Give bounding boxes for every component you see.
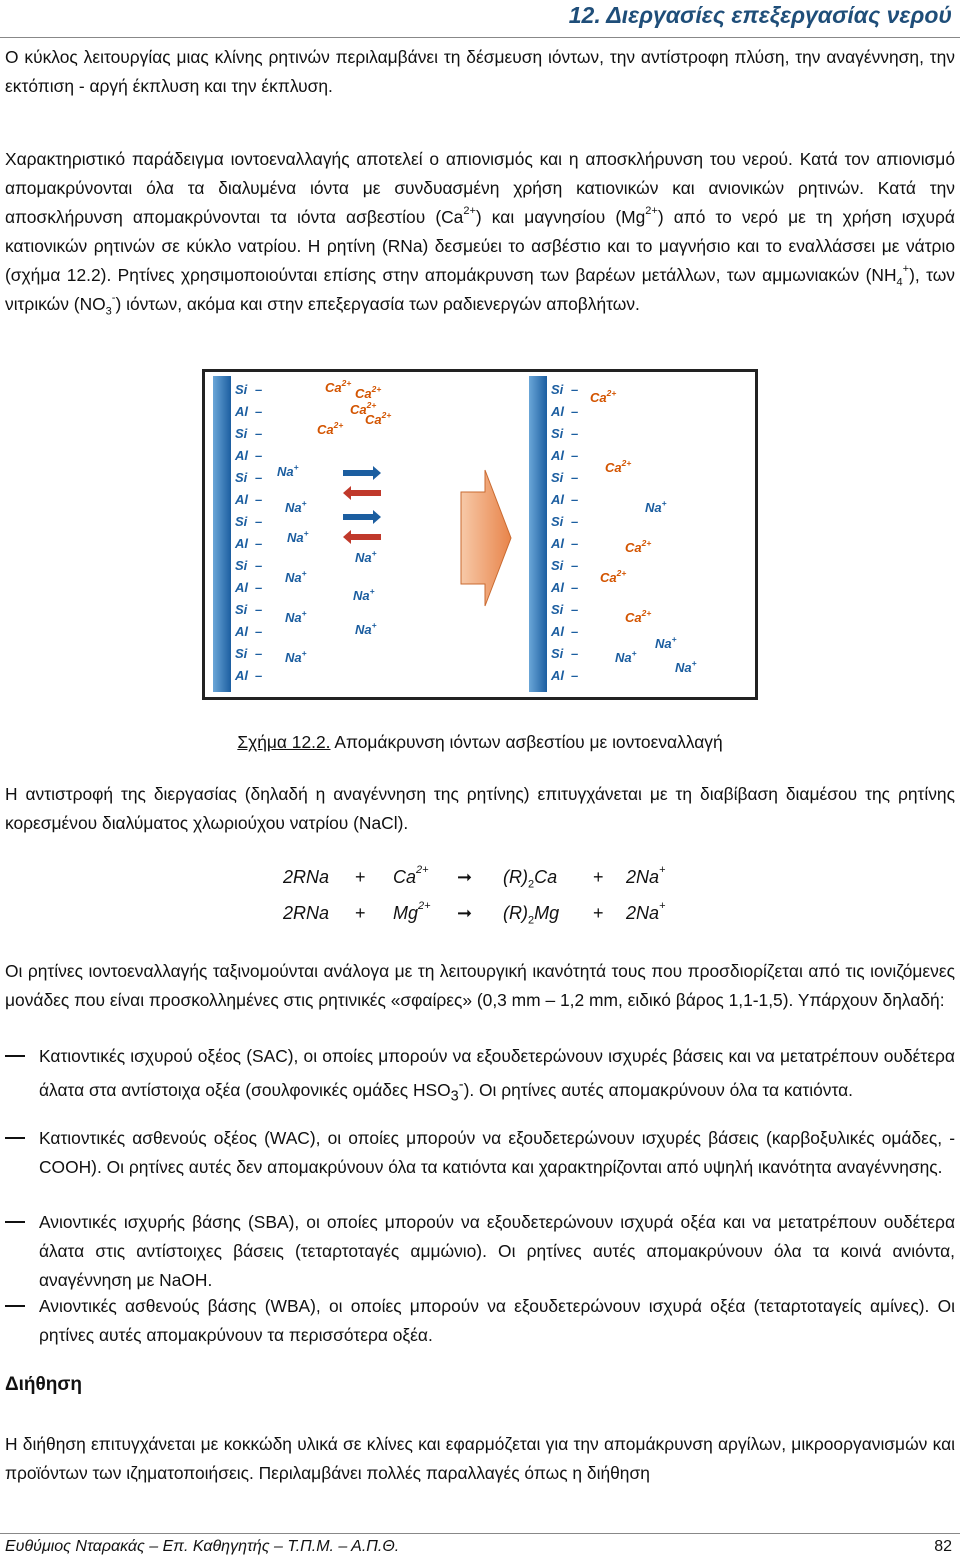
text-segment: ) και μαγνησίου (Mg xyxy=(475,207,646,227)
resin-label: Al xyxy=(551,536,564,551)
bond-dash: – xyxy=(255,470,263,485)
bond-dash: – xyxy=(255,646,263,661)
sodium-ion: Na+ xyxy=(285,648,307,665)
resin-label: Si xyxy=(235,470,248,485)
text-segment: ) από το νερό με τη χρήση ισχυρά κατιονικών ρητινών σε κύκλο νατρίου. Η ρητίνη (RNa) δεσμεύει το ασβέστιο και το μαγνήσιο και το εναλλάσσει με νάτριο (σχήμα 12.2). Ρητίνες χρησιμοποιούνται επίσης στην απομάκρυνση των βαρέων μετάλλων, των αμμωνιακών (NH xyxy=(5,207,955,285)
eq-sodium xyxy=(626,900,666,924)
list-item-text xyxy=(39,1042,955,1111)
exchange-arrows xyxy=(343,466,381,544)
sodium-ion: Na+ xyxy=(353,586,375,603)
bond-dash: – xyxy=(255,624,263,639)
eq-ion-charge: 2+ xyxy=(416,864,429,876)
caption-text: Απομάκρυνση ιόντων ασβεστίου με ιοντοεναλλαγή xyxy=(330,732,723,752)
dash-bullet-icon xyxy=(5,1305,25,1307)
bond-dash: – xyxy=(571,426,579,441)
sodium-ion: Na+ xyxy=(355,548,377,565)
resin-label: Si xyxy=(235,382,248,397)
eq-arrow-icon: ➞ xyxy=(457,903,473,923)
bond-dash: – xyxy=(571,668,579,683)
resin-label: Si xyxy=(551,426,564,441)
calcium-ion: $Ca^{2+}$ xyxy=(625,608,652,625)
eq-ion-symbol: Ca xyxy=(393,867,417,887)
paragraph-regeneration: Η αντιστροφή της διεργασίας (δηλαδή η αναγέννηση της ρητίνης) επιτυγχάνεται με τη διαβίβαση διαμέσου της ρητίνης κορεσμένου διαλύματος χλωριούχου νατρίου (NaCl). xyxy=(5,784,955,833)
resin-label: Al xyxy=(235,448,248,463)
resin-label: Al xyxy=(551,404,564,419)
sodium-ion: Na+ xyxy=(277,462,299,479)
resin-bead-right xyxy=(529,376,547,692)
calcium-ion: $Ca^{2+}$ xyxy=(325,378,352,395)
page-header: 12. Διεργασίες επεξεργασίας νερού xyxy=(568,2,952,28)
subscript: 3 xyxy=(105,305,112,318)
bond-dash: – xyxy=(571,646,579,661)
ion-exchange-figure xyxy=(202,369,758,700)
list-item-text: Ανιοντικές ασθενούς βάσης (WBA), οι οποίες μπορούν να εξουδετερώνουν ισχυρά οξέα (τεταρτοταγείς αμίνες). Οι ρητίνες αυτές απομακρύνουν τα περισσότερα οξέα. xyxy=(39,1296,955,1345)
bond-dash: – xyxy=(571,558,579,573)
resin-label: Si xyxy=(551,646,564,661)
sodium-ion: Na+ xyxy=(285,568,307,585)
sodium-ion: Na+ xyxy=(355,620,377,637)
bond-dash: – xyxy=(255,536,263,551)
resin-label: Si xyxy=(551,602,564,617)
sodium-ion: Na+ xyxy=(615,648,637,665)
calcium-ion: $Ca^{2+}$ xyxy=(355,384,382,401)
superscript: 2+ xyxy=(645,205,658,218)
resin-label: Al xyxy=(551,448,564,463)
list-item xyxy=(5,1124,955,1182)
resin-bead-left xyxy=(213,376,231,692)
paragraph-softening xyxy=(5,145,955,319)
bond-dash: – xyxy=(255,426,263,441)
eq-resin: (R) xyxy=(503,867,528,887)
bond-dash: – xyxy=(255,602,263,617)
eq-ion-symbol: Mg xyxy=(393,903,419,923)
resin-label: Al xyxy=(235,492,248,507)
list-item xyxy=(5,1292,955,1350)
bond-dash: – xyxy=(571,580,579,595)
bond-dash: – xyxy=(255,382,263,397)
calcium-ion: $Ca^{2+}$ xyxy=(317,420,344,437)
sodium-ion: Na+ xyxy=(675,658,697,675)
eq-reactant: 2RNa xyxy=(283,903,330,923)
bond-dash: – xyxy=(255,668,263,683)
header-divider xyxy=(0,37,960,38)
eq-product-ion: Ca xyxy=(534,867,558,887)
dash-bullet-icon xyxy=(5,1221,25,1223)
superscript: - xyxy=(458,1077,464,1093)
eq-plus: + xyxy=(355,903,366,923)
resin-labels-right xyxy=(550,382,578,683)
text-segment: ), των νιτρικών (NO xyxy=(5,265,955,314)
calcium-ion: $Ca^{2+}$ xyxy=(605,458,632,475)
resin-label: Al xyxy=(235,580,248,595)
eq-subscript: 2 xyxy=(528,914,535,927)
calcium-ion: $Ca^{2+}$ xyxy=(590,388,617,405)
list-item-text: Ανιοντικές ισχυρής βάσης (SBA), οι οποίες μπορούν να εξουδετερώνουν ισχυρά οξέα και να μετατρέπουν ουδέτερα άλατα στις αντίστοιχες βάσεις (τεταρτοταγές αμμώνιο). Οι ρητίνες αυτές απομακρύνουν όλα τα κοινά ανιόντα, αναγέννηση με NaOH. xyxy=(39,1212,955,1290)
resin-label: Al xyxy=(551,624,564,639)
sodium-ion: Na+ xyxy=(285,608,307,625)
list-item-text: Κατιοντικές ασθενούς οξέος (WAC), οι οποίες μπορούν να εξουδετερώνουν ισχυρές βάσεις (καρβοξυλικές ομάδες, -COOH). Οι ρητίνες αυτές δεν απομακρύνουν όλα τα κατιόντα και χαρακτηρίζονται από υψηλή ικανότητα αναγέννησης. xyxy=(39,1128,955,1177)
sodium-ion: Na+ xyxy=(645,498,667,515)
resin-label: Si xyxy=(551,514,564,529)
resin-label: Al xyxy=(235,404,248,419)
resin-label: Al xyxy=(551,668,564,683)
sodium-ion: Na+ xyxy=(287,528,309,545)
section-title: Διήθηση xyxy=(5,1374,83,1395)
arrow-right-icon xyxy=(343,466,381,480)
arrow-right-icon xyxy=(343,510,381,524)
bond-dash: – xyxy=(255,404,263,419)
process-arrow-icon xyxy=(461,470,511,606)
eq-sodium-charge: + xyxy=(659,864,666,876)
resin-label: Si xyxy=(235,602,248,617)
superscript: - xyxy=(111,292,116,305)
bond-dash: – xyxy=(571,624,579,639)
eq-resin: (R) xyxy=(503,903,528,923)
resin-label: Al xyxy=(235,624,248,639)
list-item xyxy=(5,1042,955,1111)
text-segment: ) ιόντων, ακόμα και στην επεξεργασία των ραδιενεργών αποβλήτων. xyxy=(115,294,640,314)
bond-dash: – xyxy=(571,602,579,617)
sodium-ion: Na+ xyxy=(285,498,307,515)
list-item xyxy=(5,1208,955,1295)
bond-dash: – xyxy=(255,492,263,507)
bond-dash: – xyxy=(571,382,579,397)
calcium-ion: $Ca^{2+}$ xyxy=(625,538,652,555)
eq-ion xyxy=(393,864,429,888)
eq-product xyxy=(503,867,557,891)
calcium-ion: $Ca^{2+}$ xyxy=(600,568,627,585)
superscript: 2+ xyxy=(463,205,476,218)
paragraph-classification: Οι ρητίνες ιοντοεναλλαγής ταξινομούνται ανάλογα με τη λειτουργική ικανότητά τους που προσδιορίζεται από τις ιονιζόμενες μονάδες που είναι προσκολλημένες στις ρητινικές «σφαίρες» (0,3 mm – 1,2 mm, ειδικό βάρος 1,1-1,5). Υπάρχουν δηλαδή: xyxy=(5,961,955,1010)
resin-labels-left xyxy=(234,382,262,683)
text-segment: ). Οι ρητίνες αυτές απομακρύνουν όλα τα κατιόντα. xyxy=(463,1079,853,1100)
resin-label: Si xyxy=(551,470,564,485)
bond-dash: – xyxy=(255,448,263,463)
footer-divider xyxy=(0,1533,960,1534)
dash-bullet-icon xyxy=(5,1137,25,1139)
resin-label: Al xyxy=(551,492,564,507)
resin-label: Si xyxy=(235,426,248,441)
resin-label: Si xyxy=(235,646,248,661)
text-segment: Χαρακτηριστικό παράδειγμα ιοντοεναλλαγής αποτελεί ο απιονισμός και η αποσκλήρυνση του νερού. Κατά τον απιονισμό απομακρύνονται όλα τα διαλυμένα ιόντα με συνδυασμένη χρήση κατιονικών και ανιονικών ρητινών. Κατά την αποσκλήρυνση απομακρύνονται τα ιόντα ασβεστίου (Ca xyxy=(5,149,955,227)
resin-label: Al xyxy=(235,536,248,551)
eq-sodium-symbol: 2Na xyxy=(626,903,660,923)
text-segment: Κατιοντικές ισχυρού οξέος (SAC), οι οποίες μπορούν να εξουδετερώνουν ισχυρές βάσεις και να μετατρέπουν ουδέτερα άλατα στα αντίστοιχα οξέα (σουλφονικές ομάδες HSO xyxy=(39,1046,955,1100)
resin-label: Si xyxy=(235,514,248,529)
eq-product-ion: Mg xyxy=(534,903,560,923)
bond-dash: – xyxy=(255,558,263,573)
bond-dash: – xyxy=(255,580,263,595)
resin-label: Si xyxy=(551,382,564,397)
resin-label: Al xyxy=(235,668,248,683)
subscript: 3 xyxy=(450,1088,459,1105)
paragraph-resin-cycle: Ο κύκλος λειτουργίας μιας κλίνης ρητινών περιλαμβάνει τη δέσμευση ιόντων, την αντίστροφη πλύση, την αναγέννηση, την εκτόπιση - αργή έκπλυση και την έκπλυση. xyxy=(5,47,955,96)
bond-dash: – xyxy=(571,470,579,485)
eq-arrow-icon: ➞ xyxy=(457,867,473,887)
bond-dash: – xyxy=(571,404,579,419)
arrow-left-icon xyxy=(343,530,381,544)
eq-plus: + xyxy=(593,867,604,887)
eq-plus: + xyxy=(593,903,604,923)
paragraph-filtration: Η διήθηση επιτυγχάνεται με κοκκώδη υλικά σε κλίνες και εφαρμόζεται για την απομάκρυνση αργίλων, μικροοργανισμών και προϊόντων των ιζηματοποιήσεις. Περιλαμβάνει πολλές παραλλαγές όπως η διήθηση xyxy=(5,1434,955,1483)
resin-label: Al xyxy=(551,580,564,595)
eq-ion-charge: 2+ xyxy=(418,900,431,912)
bond-dash: – xyxy=(255,514,263,529)
eq-sodium xyxy=(626,864,666,888)
footer-author: Ευθύμιος Νταρακάς – Επ. Καθηγητής – Τ.Π.Μ. – Α.Π.Θ. xyxy=(5,1538,400,1555)
resin-label: Si xyxy=(551,558,564,573)
figure-caption xyxy=(0,729,960,755)
eq-sodium-symbol: 2Na xyxy=(626,867,660,887)
sodium-ion: Na+ xyxy=(655,634,677,651)
superscript: + xyxy=(902,263,910,276)
bond-dash: – xyxy=(571,448,579,463)
eq-ion xyxy=(393,900,431,924)
ion-exchange-diagram xyxy=(205,372,755,697)
eq-reactant: 2RNa xyxy=(283,867,330,887)
subscript: 4 xyxy=(896,276,903,289)
eq-sodium-charge: + xyxy=(659,900,666,912)
resin-label: Si xyxy=(235,558,248,573)
arrow-left-icon xyxy=(343,486,381,500)
dash-bullet-icon xyxy=(5,1055,25,1057)
caption-label: Σχήμα 12.2. xyxy=(237,732,331,752)
bond-dash: – xyxy=(571,514,579,529)
calcium-ion: $Ca^{2+}$ xyxy=(350,400,377,417)
bond-dash: – xyxy=(571,492,579,507)
bond-dash: – xyxy=(571,536,579,551)
eq-product xyxy=(503,903,559,927)
calcium-ion: $Ca^{2+}$ xyxy=(365,410,392,427)
eq-subscript: 2 xyxy=(528,878,535,891)
eq-plus: + xyxy=(355,867,366,887)
page-number: 82 xyxy=(934,1538,952,1555)
